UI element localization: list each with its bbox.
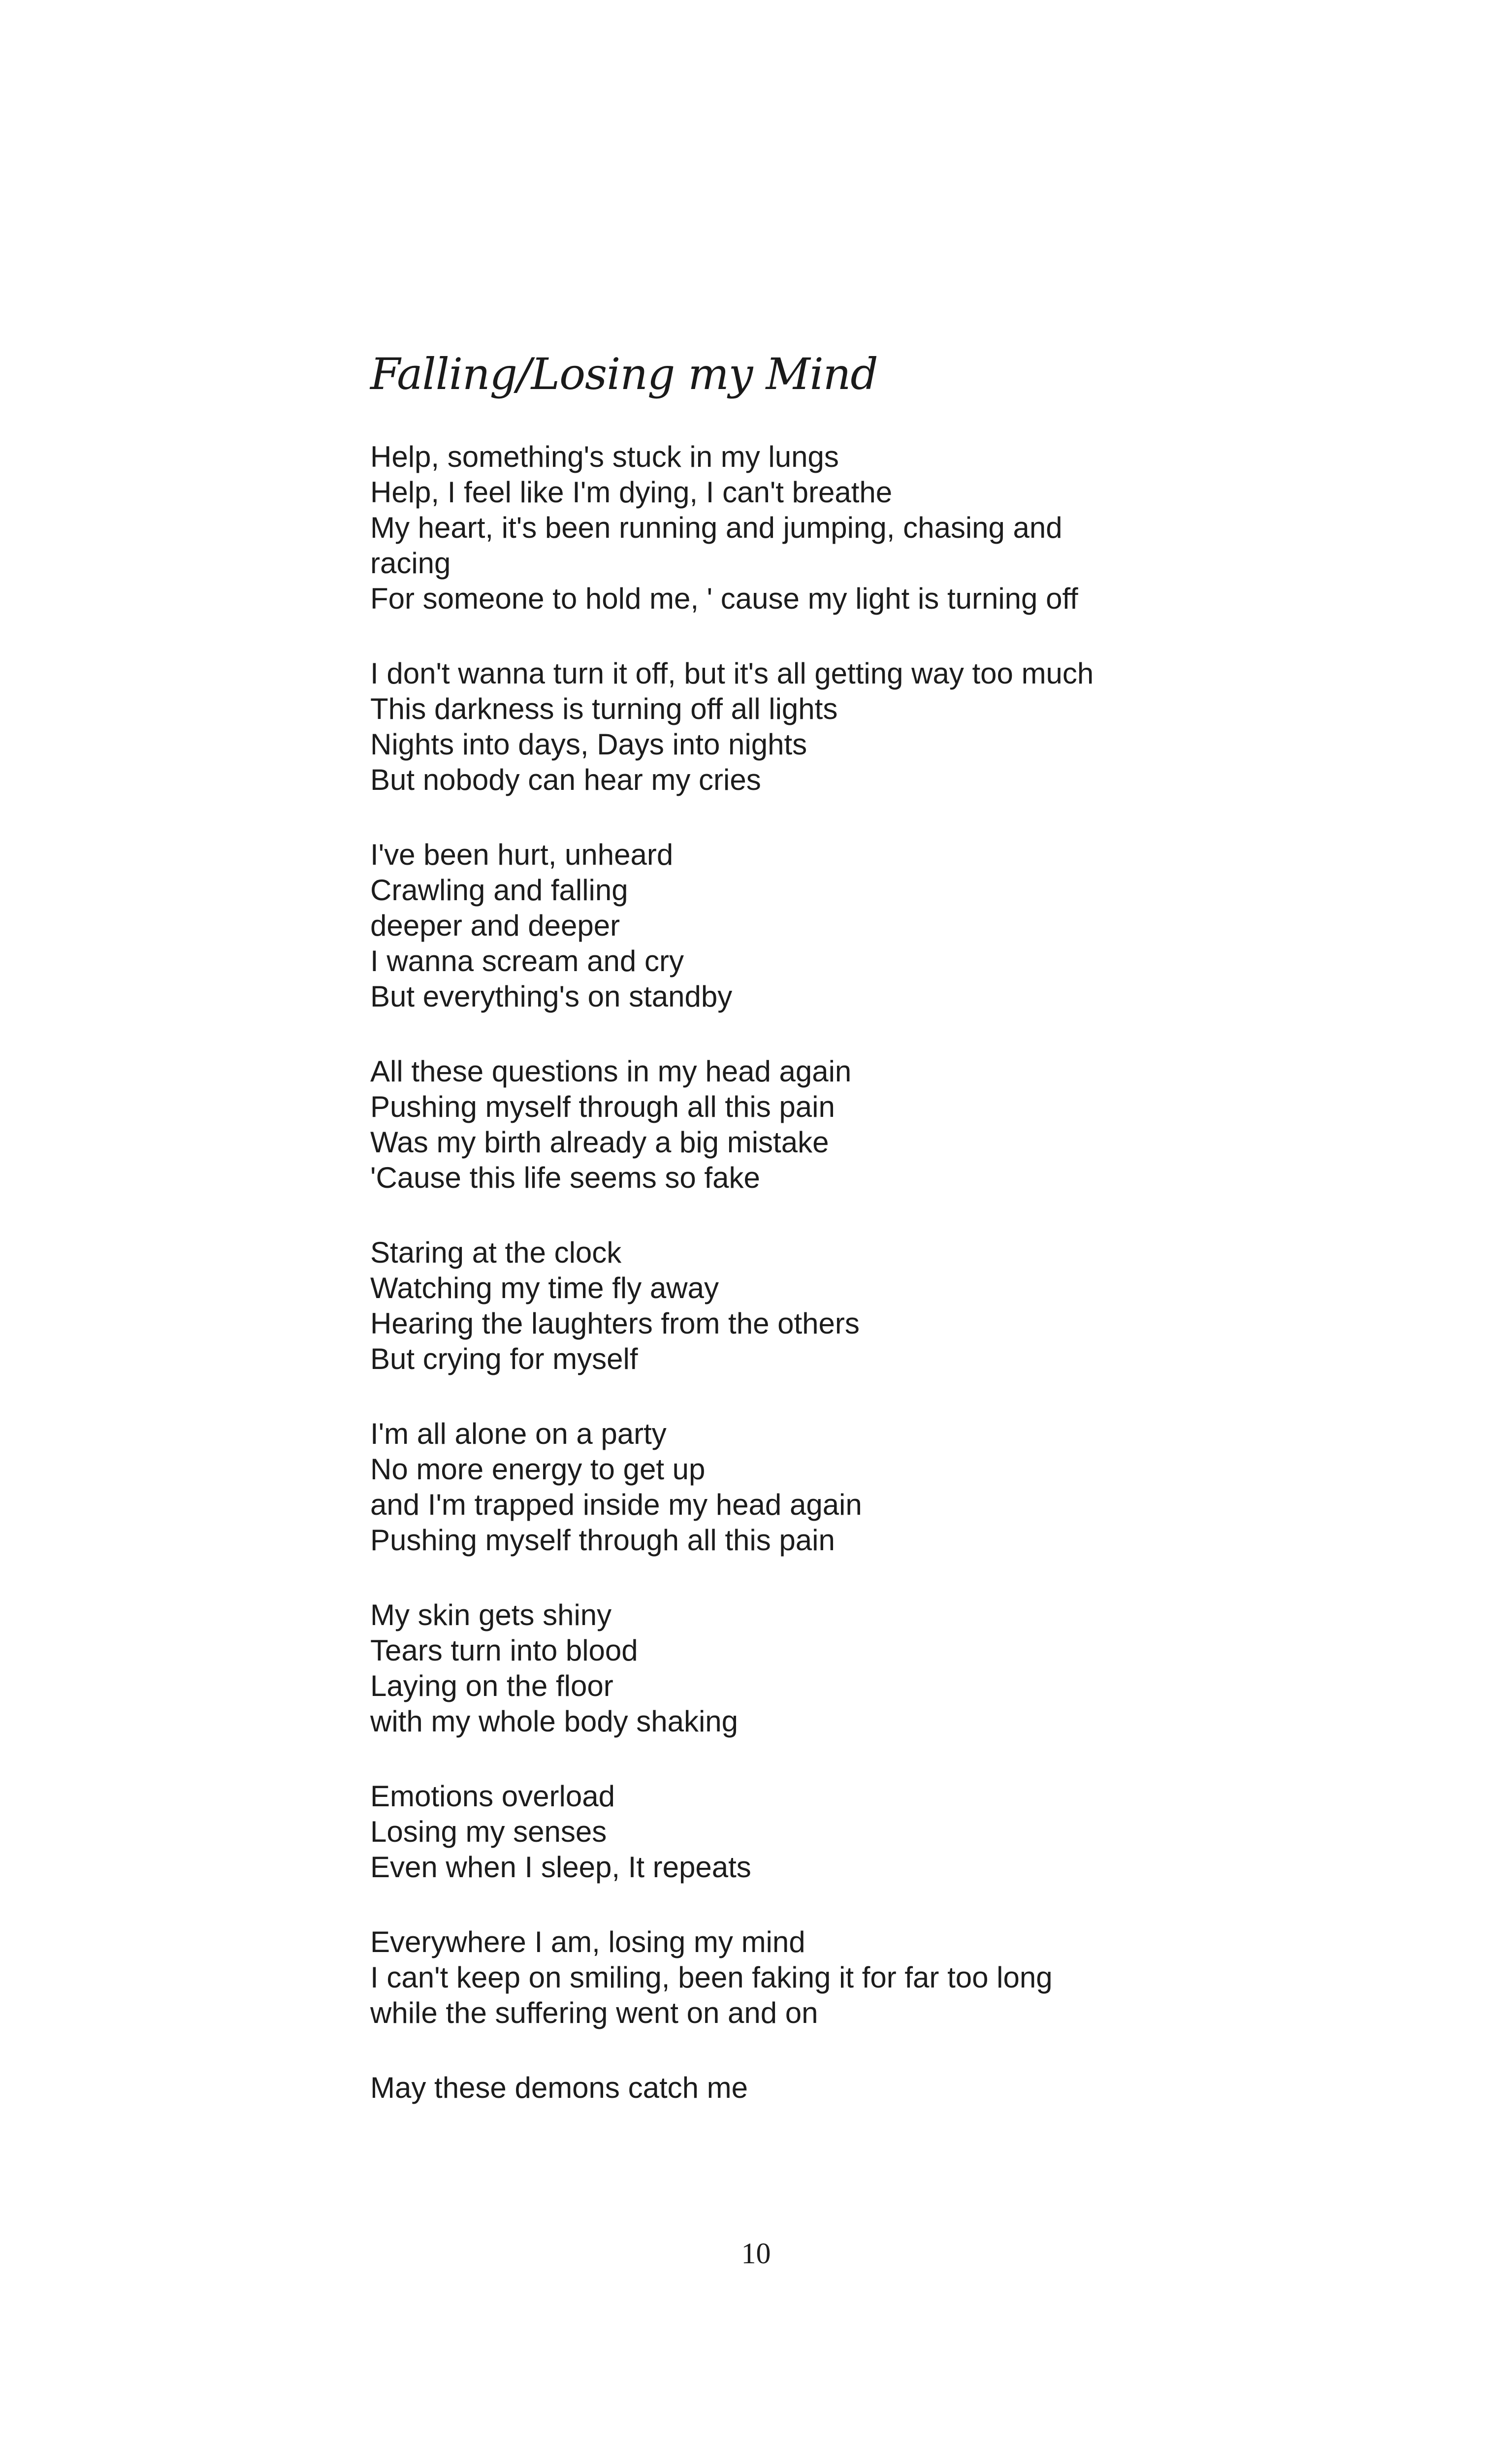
poem-line: This darkness is turning off all lights bbox=[370, 692, 838, 725]
poem bbox=[370, 345, 1256, 2145]
poem-line: Was my birth already a big mistake bbox=[370, 1126, 829, 1159]
poem-line: Pushing myself through all this pain bbox=[370, 1524, 835, 1557]
stanza bbox=[370, 439, 1256, 617]
poem-line: Staring at the clock bbox=[370, 1236, 622, 1269]
poem-line: Even when I sleep, It repeats bbox=[370, 1851, 751, 1884]
poem-line: with my whole body shaking bbox=[370, 1705, 739, 1738]
poem-line: But crying for myself bbox=[370, 1342, 638, 1375]
stanza bbox=[370, 2070, 1256, 2106]
poem-line: Watching my time fly away bbox=[370, 1271, 719, 1304]
poem-line: Nights into days, Days into nights bbox=[370, 728, 807, 761]
stanza bbox=[370, 1054, 1256, 1196]
page-number: 10 bbox=[741, 2237, 771, 2270]
poem-line: I'm all alone on a party bbox=[370, 1417, 667, 1450]
poem-line: My skin gets shiny bbox=[370, 1598, 612, 1631]
poem-line: Hearing the laughters from the others bbox=[370, 1307, 860, 1340]
poem-body bbox=[370, 439, 1256, 2106]
stanza bbox=[370, 1416, 1256, 1558]
poem-title: Falling/Losing my Mind bbox=[370, 349, 878, 399]
poem-line: My heart, it's been running and jumping, chasing and bbox=[370, 511, 1062, 544]
poem-line: But everything's on standby bbox=[370, 980, 733, 1013]
poem-line: I don't wanna turn it off, but it's all getting way too much bbox=[370, 657, 1094, 690]
poem-line: Everywhere I am, losing my mind bbox=[370, 1925, 805, 1958]
poem-line: I wanna scream and cry bbox=[370, 945, 684, 977]
poem-line: Losing my senses bbox=[370, 1815, 607, 1848]
stanza bbox=[370, 1597, 1256, 1739]
poem-line: 'Cause this life seems so fake bbox=[370, 1161, 760, 1194]
poem-line: I've been hurt, unheard bbox=[370, 838, 674, 871]
poem-line: I can't keep on smiling, been faking it for far too long bbox=[370, 1961, 1053, 1994]
poem-line: Help, I feel like I'm dying, I can't breathe bbox=[370, 476, 893, 509]
poem-line: Emotions overload bbox=[370, 1780, 615, 1813]
stanza bbox=[370, 837, 1256, 1014]
poem-line: Pushing myself through all this pain bbox=[370, 1090, 835, 1123]
poem-line: May these demons catch me bbox=[370, 2071, 748, 2104]
stanza bbox=[370, 656, 1256, 798]
poem-line: while the suffering went on and on bbox=[370, 1996, 818, 2029]
poem-line: racing bbox=[370, 547, 451, 580]
poem-line: For someone to hold me, ' cause my light is turning off bbox=[370, 582, 1078, 615]
poem-line: Help, something's stuck in my lungs bbox=[370, 440, 839, 473]
poem-line: deeper and deeper bbox=[370, 909, 620, 942]
stanza bbox=[370, 1779, 1256, 1885]
poem-line: But nobody can hear my cries bbox=[370, 763, 761, 796]
poem-line: No more energy to get up bbox=[370, 1453, 706, 1486]
poem-line: Tears turn into blood bbox=[370, 1634, 638, 1667]
stanza bbox=[370, 1924, 1256, 2031]
poem-line: Laying on the floor bbox=[370, 1669, 613, 1702]
poem-line: All these questions in my head again bbox=[370, 1055, 852, 1088]
stanza bbox=[370, 1235, 1256, 1377]
poem-line: Crawling and falling bbox=[370, 874, 628, 907]
poem-line: and I'm trapped inside my head again bbox=[370, 1488, 862, 1521]
